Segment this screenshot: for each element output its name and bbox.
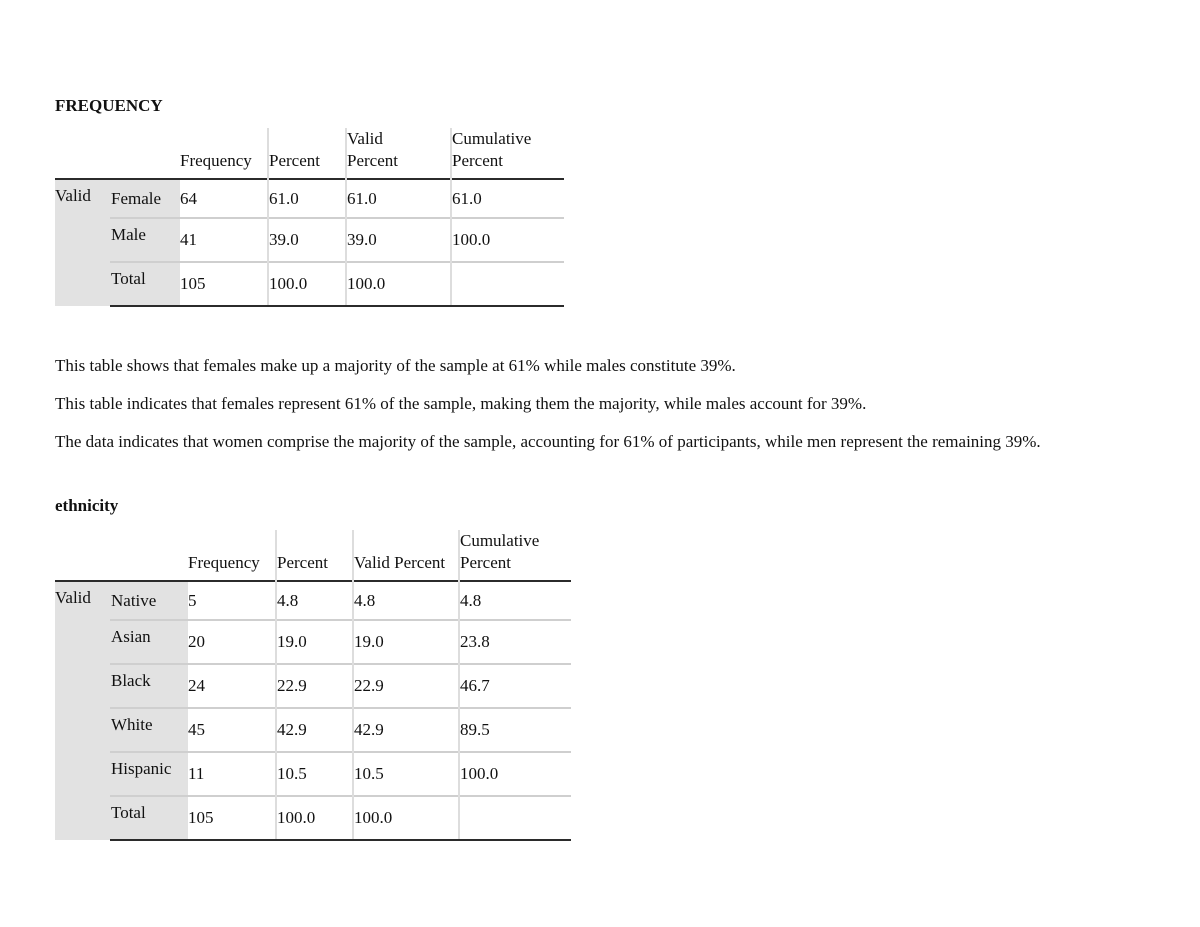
row-label: Native	[110, 581, 188, 620]
valid-label: Valid	[55, 179, 110, 306]
cell-percent: 61.0	[268, 179, 346, 218]
cell-percent: 100.0	[276, 796, 353, 840]
row-label: Black	[110, 664, 188, 708]
ethnicity-table-title: ethnicity	[55, 496, 119, 515]
cell-valid-percent: 61.0	[346, 179, 451, 218]
row-label: Female	[110, 179, 180, 218]
table-row	[55, 620, 571, 664]
cell-percent: 19.0	[276, 620, 353, 664]
cell-cumulative-percent: 61.0	[451, 179, 564, 218]
cell-cumulative-percent: 100.0	[451, 218, 564, 262]
cell-frequency: 5	[188, 581, 276, 620]
cell-valid-percent: 42.9	[353, 708, 459, 752]
cell-cumulative-percent: 89.5	[459, 708, 571, 752]
gender-table-title: FREQUENCY	[55, 96, 163, 115]
header-valid-percent: Valid Percent	[353, 530, 459, 581]
cell-frequency: 11	[188, 752, 276, 796]
header-percent: Percent	[268, 128, 346, 179]
cell-valid-percent: 19.0	[353, 620, 459, 664]
cell-valid-percent: 39.0	[346, 218, 451, 262]
cell-valid-percent: 100.0	[346, 262, 451, 306]
cell-cumulative-percent: 4.8	[459, 581, 571, 620]
paragraph-1: This table shows that females make up a majority of the sample at 61% while males constitute 39%.	[55, 356, 736, 375]
row-label: Total	[110, 262, 180, 306]
header-frequency: Frequency	[188, 553, 260, 572]
table-row	[55, 664, 571, 708]
cell-percent: 42.9	[276, 708, 353, 752]
cell-frequency: 24	[188, 664, 276, 708]
cell-percent: 100.0	[268, 262, 346, 306]
table-row	[55, 708, 571, 752]
row-label: White	[110, 708, 188, 752]
row-label: Hispanic	[110, 752, 188, 796]
table-row	[55, 218, 564, 262]
header-cumulative-percent: Cumulative Percent	[451, 128, 564, 179]
table-row	[55, 796, 571, 840]
cell-percent: 10.5	[276, 752, 353, 796]
cell-valid-percent: 22.9	[353, 664, 459, 708]
cell-cumulative-percent: 46.7	[459, 664, 571, 708]
header-percent: Percent	[276, 530, 353, 581]
cell-cumulative-percent	[459, 796, 571, 840]
cell-cumulative-percent	[451, 262, 564, 306]
cell-frequency: 105	[188, 796, 276, 840]
header-valid-percent: Valid Percent	[346, 128, 451, 179]
cell-percent: 22.9	[276, 664, 353, 708]
header-frequency: Frequency	[180, 151, 252, 170]
table-header-row	[55, 128, 564, 179]
table-row	[55, 262, 564, 306]
valid-label: Valid	[55, 581, 110, 840]
cell-frequency: 41	[180, 218, 268, 262]
cell-valid-percent: 100.0	[353, 796, 459, 840]
paragraph-3: The data indicates that women comprise the majority of the sample, accounting for 61% of participants, while men represent the remaining 39%.	[55, 432, 1041, 451]
cell-percent: 4.8	[276, 581, 353, 620]
table-header-row	[55, 530, 571, 581]
cell-frequency: 45	[188, 708, 276, 752]
cell-valid-percent: 4.8	[353, 581, 459, 620]
cell-cumulative-percent: 23.8	[459, 620, 571, 664]
header-cumulative-percent: Cumulative Percent	[459, 530, 571, 581]
table-row	[55, 752, 571, 796]
table-row	[55, 581, 571, 620]
cell-valid-percent: 10.5	[353, 752, 459, 796]
cell-frequency: 105	[180, 262, 268, 306]
gender-frequency-table	[55, 128, 564, 307]
row-label: Asian	[110, 620, 188, 664]
cell-frequency: 20	[188, 620, 276, 664]
row-label: Male	[110, 218, 180, 262]
table-row	[55, 179, 564, 218]
cell-frequency: 64	[180, 179, 268, 218]
row-label: Total	[110, 796, 188, 840]
cell-percent: 39.0	[268, 218, 346, 262]
paragraph-2: This table indicates that females represent 61% of the sample, making them the majority, while males account for 39%.	[55, 394, 867, 413]
ethnicity-frequency-table	[55, 530, 571, 841]
cell-cumulative-percent: 100.0	[459, 752, 571, 796]
